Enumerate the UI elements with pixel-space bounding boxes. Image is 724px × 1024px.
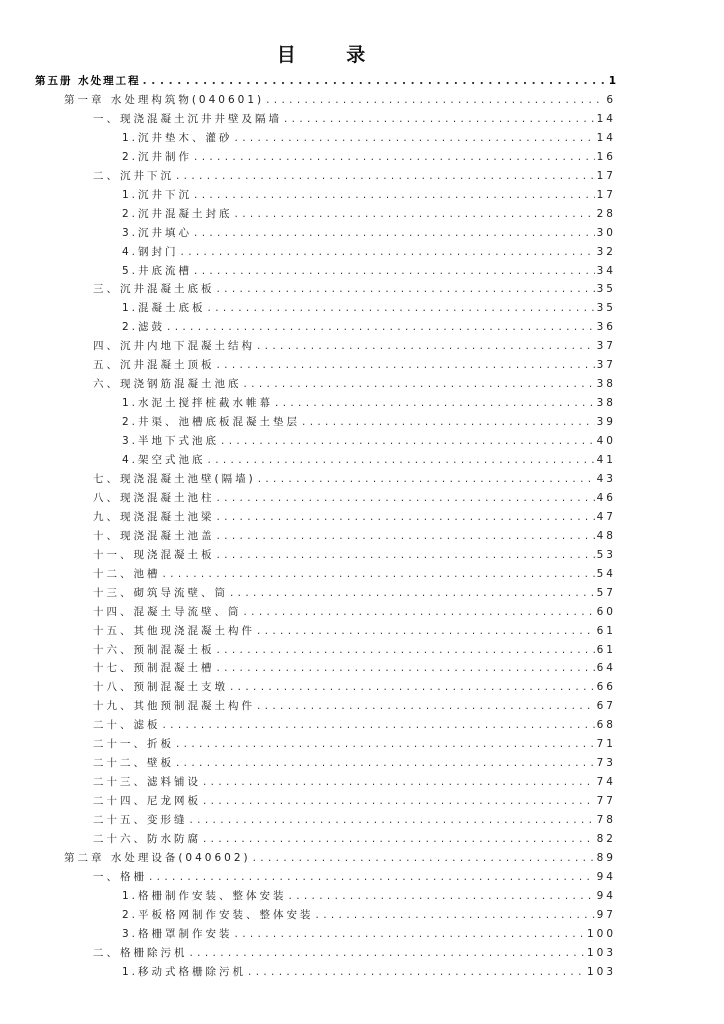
- toc-entry[interactable]: [122, 963, 616, 979]
- toc-entry[interactable]: [93, 508, 616, 524]
- toc-entry-page-number: 68: [596, 719, 616, 732]
- toc-entry-label: 1.水泥土搅拌桩截水帷幕: [122, 397, 274, 410]
- toc-entry[interactable]: [93, 527, 616, 543]
- toc-entry[interactable]: [122, 318, 616, 334]
- toc-entry-label: 十二、池槽: [93, 567, 161, 580]
- toc-entry-page-number: 39: [596, 416, 616, 429]
- toc-entry-label: 2.井渠、池槽底板混凝土垫层: [122, 416, 301, 429]
- toc-entry[interactable]: [93, 659, 616, 675]
- leader-dots: [275, 396, 595, 410]
- toc-entry-label: 1.格栅制作安装、整体安装: [122, 889, 287, 902]
- toc-entry-page-number: 17: [596, 188, 616, 201]
- toc-entry-page-number: 37: [596, 340, 616, 353]
- toc-entry-label: 5.井底流槽: [122, 264, 193, 277]
- toc-entry-label: 二十五、变形缝: [93, 814, 188, 827]
- toc-entry[interactable]: [122, 205, 616, 221]
- toc-entry-page-number: 14: [596, 112, 616, 125]
- toc-entry-label: 二、格栅除污机: [93, 946, 188, 959]
- toc-entry-label: 六、现浇钢筋混凝土池底: [93, 378, 242, 391]
- toc-entry[interactable]: [93, 773, 616, 789]
- toc-entry-page-number: 103: [586, 965, 616, 978]
- toc-entry[interactable]: [122, 906, 616, 922]
- toc-entry-label: 1.沉井下沉: [122, 188, 193, 201]
- toc-entry-page-number: 1: [608, 75, 616, 87]
- toc-entry[interactable]: [93, 716, 616, 732]
- toc-entry[interactable]: [93, 584, 616, 600]
- leader-dots: [190, 946, 585, 960]
- toc-entry-label: 2.滤鼓: [122, 321, 166, 334]
- leader-dots: [217, 548, 595, 562]
- toc-entry-page-number: 16: [596, 150, 616, 163]
- toc-entry-label: 十五、其他现浇混凝土构件: [93, 624, 255, 637]
- toc-entry-label: 1.混凝土底板: [122, 302, 206, 315]
- leader-dots: [257, 339, 595, 353]
- toc-entry-page-number: 94: [596, 870, 616, 883]
- leader-dots: [257, 624, 595, 638]
- toc-entry-label: 第五册 水处理工程: [35, 75, 141, 87]
- toc-entry[interactable]: [93, 622, 616, 638]
- leader-dots: [230, 680, 595, 694]
- toc-entry[interactable]: [93, 792, 616, 808]
- toc-entry[interactable]: [93, 641, 616, 657]
- leader-dots: [217, 358, 595, 372]
- toc-entry-page-number: 46: [596, 491, 616, 504]
- toc-entry[interactable]: [64, 849, 616, 865]
- toc-entry-label: 2.沉井混凝土封底: [122, 207, 233, 220]
- toc-entry[interactable]: [93, 603, 616, 619]
- toc-entry[interactable]: [93, 489, 616, 505]
- toc-entry-label: 十三、砌筑导流壁、筒: [93, 586, 228, 599]
- leader-dots: [181, 245, 595, 259]
- leader-dots: [176, 756, 595, 770]
- toc-entry-label: 二十三、滤料铺设: [93, 776, 201, 789]
- toc-entry[interactable]: [122, 451, 616, 467]
- leader-dots: [244, 377, 595, 391]
- leader-dots: [167, 320, 595, 334]
- leader-dots: [208, 453, 595, 467]
- toc-entry-label: 3.沉井填心: [122, 226, 193, 239]
- toc-entry-page-number: 41: [596, 454, 616, 466]
- toc-entry-label: 十七、预制混凝土槽: [93, 662, 215, 675]
- toc-entry-label: 二十四、尼龙网板: [93, 795, 201, 808]
- toc-entry-page-number: 40: [596, 435, 616, 448]
- toc-entry[interactable]: [93, 811, 616, 827]
- toc-entry-label: 十八、预制混凝土支墩: [93, 681, 228, 694]
- toc-entry-label: 1.沉井垫木、灌砂: [122, 131, 233, 144]
- leader-dots: [217, 643, 595, 657]
- toc-entry-page-number: 14: [596, 131, 616, 144]
- leader-dots: [230, 586, 595, 600]
- leader-dots: [143, 74, 607, 88]
- toc-entry-page-number: 71: [596, 738, 616, 751]
- toc-entry-label: 三、沉井混凝土底板: [93, 283, 215, 296]
- toc-entry-label: 2.沉井制作: [122, 150, 193, 163]
- toc-entry-page-number: 66: [596, 681, 616, 694]
- leader-dots: [190, 813, 595, 827]
- toc-entry-page-number: 100: [586, 927, 616, 940]
- toc-entry-page-number: 47: [596, 510, 616, 523]
- toc-entry-page-number: 34: [596, 264, 616, 277]
- toc-entry-label: 四、沉井内地下混凝土结构: [93, 340, 255, 353]
- toc-entry-page-number: 94: [596, 889, 616, 902]
- toc-entry-page-number: 35: [596, 283, 616, 296]
- toc-entry[interactable]: [93, 167, 616, 183]
- toc-entry-label: 一、格栅: [93, 870, 147, 883]
- leader-dots: [176, 169, 595, 183]
- toc-entry[interactable]: [122, 299, 616, 315]
- toc-entry[interactable]: [122, 413, 616, 429]
- toc-entry[interactable]: [93, 678, 616, 694]
- leader-dots: [302, 415, 595, 429]
- toc-entry[interactable]: [122, 432, 616, 448]
- toc-entry[interactable]: [93, 470, 616, 486]
- toc-entry-page-number: 48: [596, 529, 616, 542]
- toc-entry-label: 二、沉井下沉: [93, 169, 174, 182]
- toc-entry-label: 七、现浇混凝土池壁(隔墙): [93, 472, 256, 485]
- toc-entry-label: 八、现浇混凝土池柱: [93, 491, 215, 504]
- toc-entry-page-number: 64: [596, 662, 616, 675]
- leader-dots: [235, 927, 585, 941]
- toc-entry-label: 2.平板格网制作安装、整体安装: [122, 908, 314, 921]
- toc-entry-label: 五、沉井混凝土顶板: [93, 359, 215, 372]
- leader-dots: [266, 93, 604, 107]
- toc-entry[interactable]: [93, 546, 616, 562]
- leader-dots: [203, 832, 595, 846]
- toc-entry-page-number: 61: [596, 643, 616, 656]
- toc-entry[interactable]: [93, 356, 616, 372]
- toc-entry[interactable]: [122, 243, 616, 259]
- toc-entry[interactable]: [122, 186, 616, 202]
- page-title: 目 录: [276, 44, 388, 66]
- leader-dots: [217, 510, 595, 524]
- leader-dots: [194, 226, 595, 240]
- toc-entry-page-number: 35: [596, 302, 616, 315]
- leader-dots: [217, 661, 595, 675]
- toc-entry-label: 二十一、折板: [93, 738, 174, 751]
- toc-entry-page-number: 73: [596, 757, 616, 770]
- leader-dots: [194, 188, 595, 202]
- toc-entry-page-number: 67: [596, 700, 616, 713]
- toc-entry-label: 3.格栅罩制作安装: [122, 927, 233, 940]
- leader-dots: [235, 131, 595, 145]
- toc-entry-page-number: 37: [596, 359, 616, 372]
- toc-entry-label: 第二章 水处理设备(040602): [64, 851, 251, 864]
- toc-entry-label: 十九、其他预制混凝土构件: [93, 700, 255, 713]
- toc-entry-page-number: 74: [596, 776, 616, 789]
- toc-entry-page-number: 89: [596, 851, 616, 864]
- toc-entry-page-number: 43: [596, 472, 616, 485]
- toc-entry[interactable]: [93, 830, 616, 846]
- leader-dots: [284, 112, 595, 126]
- leader-dots: [208, 301, 595, 315]
- toc-entry[interactable]: [93, 868, 616, 884]
- toc-entry-page-number: 36: [596, 321, 616, 334]
- toc-entry-label: 二十二、壁板: [93, 757, 174, 770]
- leader-dots: [257, 699, 595, 713]
- leader-dots: [203, 775, 595, 789]
- toc-entry-label: 二十六、防水防腐: [93, 833, 201, 845]
- toc-entry-page-number: 32: [596, 245, 616, 258]
- leader-dots: [163, 718, 595, 732]
- toc-entry[interactable]: [93, 697, 616, 713]
- toc-entry-page-number: 28: [596, 207, 616, 220]
- toc-entry[interactable]: [64, 91, 616, 107]
- toc-entry-page-number: 82: [596, 833, 616, 845]
- leader-dots: [203, 794, 595, 808]
- toc-entry-label: 第一章 水处理构筑物(040601): [64, 93, 265, 106]
- toc-entry[interactable]: [93, 337, 616, 353]
- toc-entry[interactable]: [122, 887, 616, 903]
- toc-entry-page-number: 30: [596, 226, 616, 239]
- leader-dots: [194, 150, 595, 164]
- toc-entry[interactable]: [122, 394, 616, 410]
- toc-entry-page-number: 61: [596, 624, 616, 637]
- toc-entry[interactable]: [122, 129, 616, 145]
- toc-entry-page-number: 60: [596, 605, 616, 618]
- toc-entry-label: 3.半地下式池底: [122, 435, 220, 448]
- leader-dots: [217, 282, 595, 296]
- toc-entry-page-number: 54: [596, 567, 616, 580]
- toc-entry-label: 十一、现浇混凝土板: [93, 548, 215, 561]
- toc-entry-page-number: 6: [606, 93, 616, 106]
- toc-entry-page-number: 57: [596, 586, 616, 599]
- toc-entry[interactable]: [93, 280, 616, 296]
- toc-entry-label: 十四、混凝土导流壁、筒: [93, 605, 242, 618]
- leader-dots: [217, 529, 595, 543]
- toc-entry[interactable]: [93, 754, 616, 770]
- toc-entry-label: 九、现浇混凝土池梁: [93, 510, 215, 523]
- toc-entry-label: 十、现浇混凝土池盖: [93, 529, 215, 542]
- toc-entry[interactable]: [122, 224, 616, 240]
- leader-dots: [221, 434, 595, 448]
- toc-entry-page-number: 38: [596, 397, 616, 410]
- leader-dots: [176, 737, 595, 751]
- toc-entry[interactable]: [35, 72, 616, 88]
- toc-entry[interactable]: [93, 110, 616, 126]
- toc-entry[interactable]: [93, 944, 616, 960]
- toc-entry-page-number: 103: [586, 946, 616, 959]
- toc-entry[interactable]: [122, 925, 616, 941]
- leader-dots: [253, 851, 595, 865]
- leader-dots: [289, 889, 595, 903]
- leader-dots: [163, 567, 595, 581]
- toc-entry-page-number: 77: [596, 795, 616, 808]
- toc-entry-label: 二十、滤板: [93, 719, 161, 732]
- leader-dots: [316, 908, 595, 922]
- leader-dots: [217, 491, 595, 505]
- toc-entry[interactable]: [122, 262, 616, 278]
- toc-entry[interactable]: [93, 375, 616, 391]
- toc-entry-page-number: 38: [596, 378, 616, 391]
- toc-entry-label: 1.移动式格栅除污机: [122, 965, 247, 978]
- toc-entry[interactable]: [93, 735, 616, 751]
- leader-dots: [194, 264, 595, 278]
- toc-entry-page-number: 53: [596, 548, 616, 561]
- toc-entry-label: 十六、预制混凝土板: [93, 643, 215, 656]
- leader-dots: [149, 870, 595, 884]
- toc-entry-label: 4.架空式池底: [122, 454, 206, 466]
- leader-dots: [235, 207, 595, 221]
- toc-entry-page-number: 17: [596, 169, 616, 182]
- leader-dots: [248, 965, 585, 979]
- toc-entry[interactable]: [122, 148, 616, 164]
- toc-entry[interactable]: [93, 565, 616, 581]
- leader-dots: [244, 605, 595, 619]
- toc-entry-label: 4.钢封门: [122, 245, 179, 258]
- toc-entry-label: 一、现浇混凝土沉井井壁及隔墙: [93, 112, 282, 125]
- toc-entry-page-number: 97: [596, 908, 616, 921]
- leader-dots: [258, 472, 595, 486]
- toc-entry-page-number: 78: [596, 814, 616, 827]
